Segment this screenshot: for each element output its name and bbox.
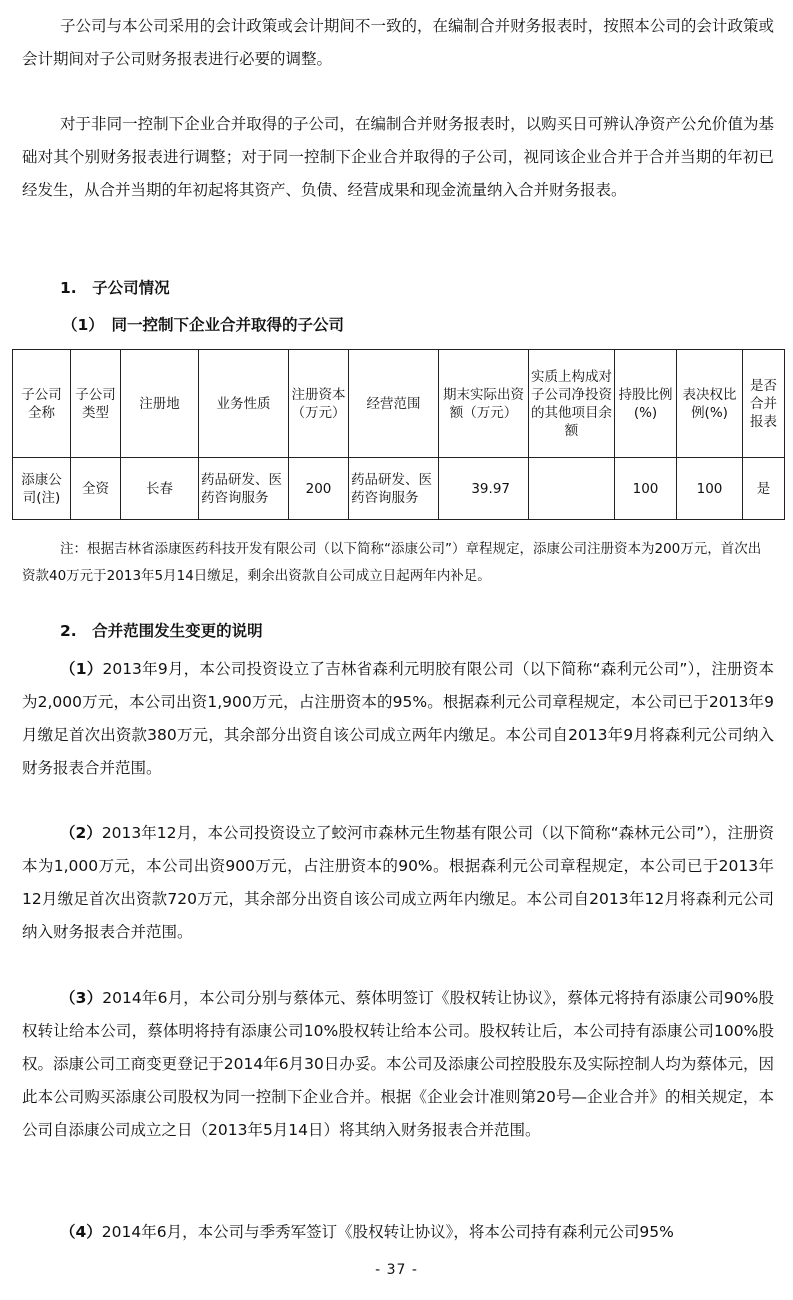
paragraph-consolidation-method: 对于非同一控制下企业合并取得的子公司，在编制合并财务报表时，以购买日可辨认净资产公允价值为基础对其个别财务报表进行调整；对于同一控制下企业合并取得的子公司，视同该企业合并于合并当期的年初已经发生，从合并当期的年初起将其资产、负债、经营成果和现金流量纳入合并财务报表。 — [22, 115, 774, 199]
cell-vote: 100 — [677, 458, 743, 520]
cell-investment: 39.97 — [439, 458, 529, 520]
page-number: - 37 - — [375, 1262, 418, 1278]
subsection-heading-common-control: （1） 同一控制下企业合并取得的子公司 — [62, 316, 345, 334]
cell-other — [529, 458, 615, 520]
list-item-number: （3） — [60, 989, 103, 1007]
list-item — [22, 653, 774, 785]
list-item-text: 2013年9月，本公司投资设立了吉林省森利元明胶有限公司（以下简称“森利元公司”），注册资本为2,000万元，本公司出资1,900万元，占注册资本的95%。根据森利元公司章程规定，本公司已于2013年9月缴足首次出资款380万元，其余部分出资自该公司成立两年内缴足。本公司自2013年9月将森利元公司纳入财务报表合并范围。 — [22, 660, 774, 777]
section-heading-subsidiaries: 1. 子公司情况 — [60, 279, 170, 297]
cell-consolidated: 是 — [743, 458, 785, 520]
header-share: 持股比例(%) — [615, 350, 677, 458]
table-footnote: 注：根据吉林省添康医药科技开发有限公司（以下简称“添康公司”）章程规定，添康公司注册资本为200万元，首次出资款40万元于2013年5月14日缴足，剩余出资款自公司成立日起两年内补足。 — [22, 541, 762, 584]
cell-scope: 药品研发、医药咨询服务 — [349, 458, 439, 520]
header-investment: 期末实际出资额（万元） — [439, 350, 529, 458]
list-item — [22, 817, 774, 949]
header-name: 子公司全称 — [13, 350, 71, 458]
list-item-number: （4） — [60, 1223, 102, 1241]
header-consolidated: 是否合并报表 — [743, 350, 785, 458]
header-vote: 表决权比例(%) — [677, 350, 743, 458]
cell-business: 药品研发、医药咨询服务 — [199, 458, 289, 520]
list-item-text: 2014年6月，本公司与季秀军签订《股权转让协议》，将本公司持有森利元公司95% — [101, 1223, 674, 1241]
cell-place: 长春 — [121, 458, 199, 520]
list-item-number: （1） — [60, 660, 103, 678]
table-row — [13, 458, 785, 520]
header-type: 子公司类型 — [71, 350, 121, 458]
list-item-text: 2013年12月，本公司投资设立了蛟河市森林元生物基有限公司（以下简称“森林元公司”），注册资本为1,000万元，本公司出资900万元，占注册资本的90%。根据森利元公司章程规定，本公司已于2013年12月缴足首次出资款720万元，其余部分出资自该公司成立两年内缴足。本公司自2013年12月将森利元公司纳入财务报表合并范围。 — [22, 824, 774, 941]
header-capital: 注册资本（万元） — [289, 350, 349, 458]
subsidiary-table — [12, 349, 785, 520]
paragraph-policy-adjustment: 子公司与本公司采用的会计政策或会计期间不一致的，在编制合并财务报表时，按照本公司的会计政策或会计期间对子公司财务报表进行必要的调整。 — [22, 17, 774, 68]
header-place: 注册地 — [121, 350, 199, 458]
list-item-text: 2014年6月，本公司分别与蔡体元、蔡体明签订《股权转让协议》，蔡体元将持有添康公司90%股权转让给本公司，蔡体明将持有添康公司10%股权转让给本公司。股权转让后，本公司持有添康公司100%股权。添康公司工商变更登记于2014年6月30日办妥。本公司及添康公司控股股东及实际控制人均为蔡体元，因此本公司购买添康公司股权为同一控制下企业合并。根据《企业会计准则第20号—企业合并》的相关规定，本公司自添康公司成立之日（2013年5月14日）将其纳入财务报表合并范围。 — [22, 989, 774, 1139]
list-item-number: （2） — [60, 824, 102, 842]
cell-name: 添康公司(注) — [13, 458, 71, 520]
header-business: 业务性质 — [199, 350, 289, 458]
cell-share: 100 — [615, 458, 677, 520]
list-item — [22, 1216, 774, 1249]
cell-type: 全资 — [71, 458, 121, 520]
table-header-row — [13, 350, 785, 458]
header-other: 实质上构成对子公司净投资的其他项目余额 — [529, 350, 615, 458]
header-scope: 经营范围 — [349, 350, 439, 458]
list-item — [22, 982, 774, 1147]
section-heading-scope-change: 2. 合并范围发生变更的说明 — [60, 622, 263, 640]
cell-capital: 200 — [289, 458, 349, 520]
